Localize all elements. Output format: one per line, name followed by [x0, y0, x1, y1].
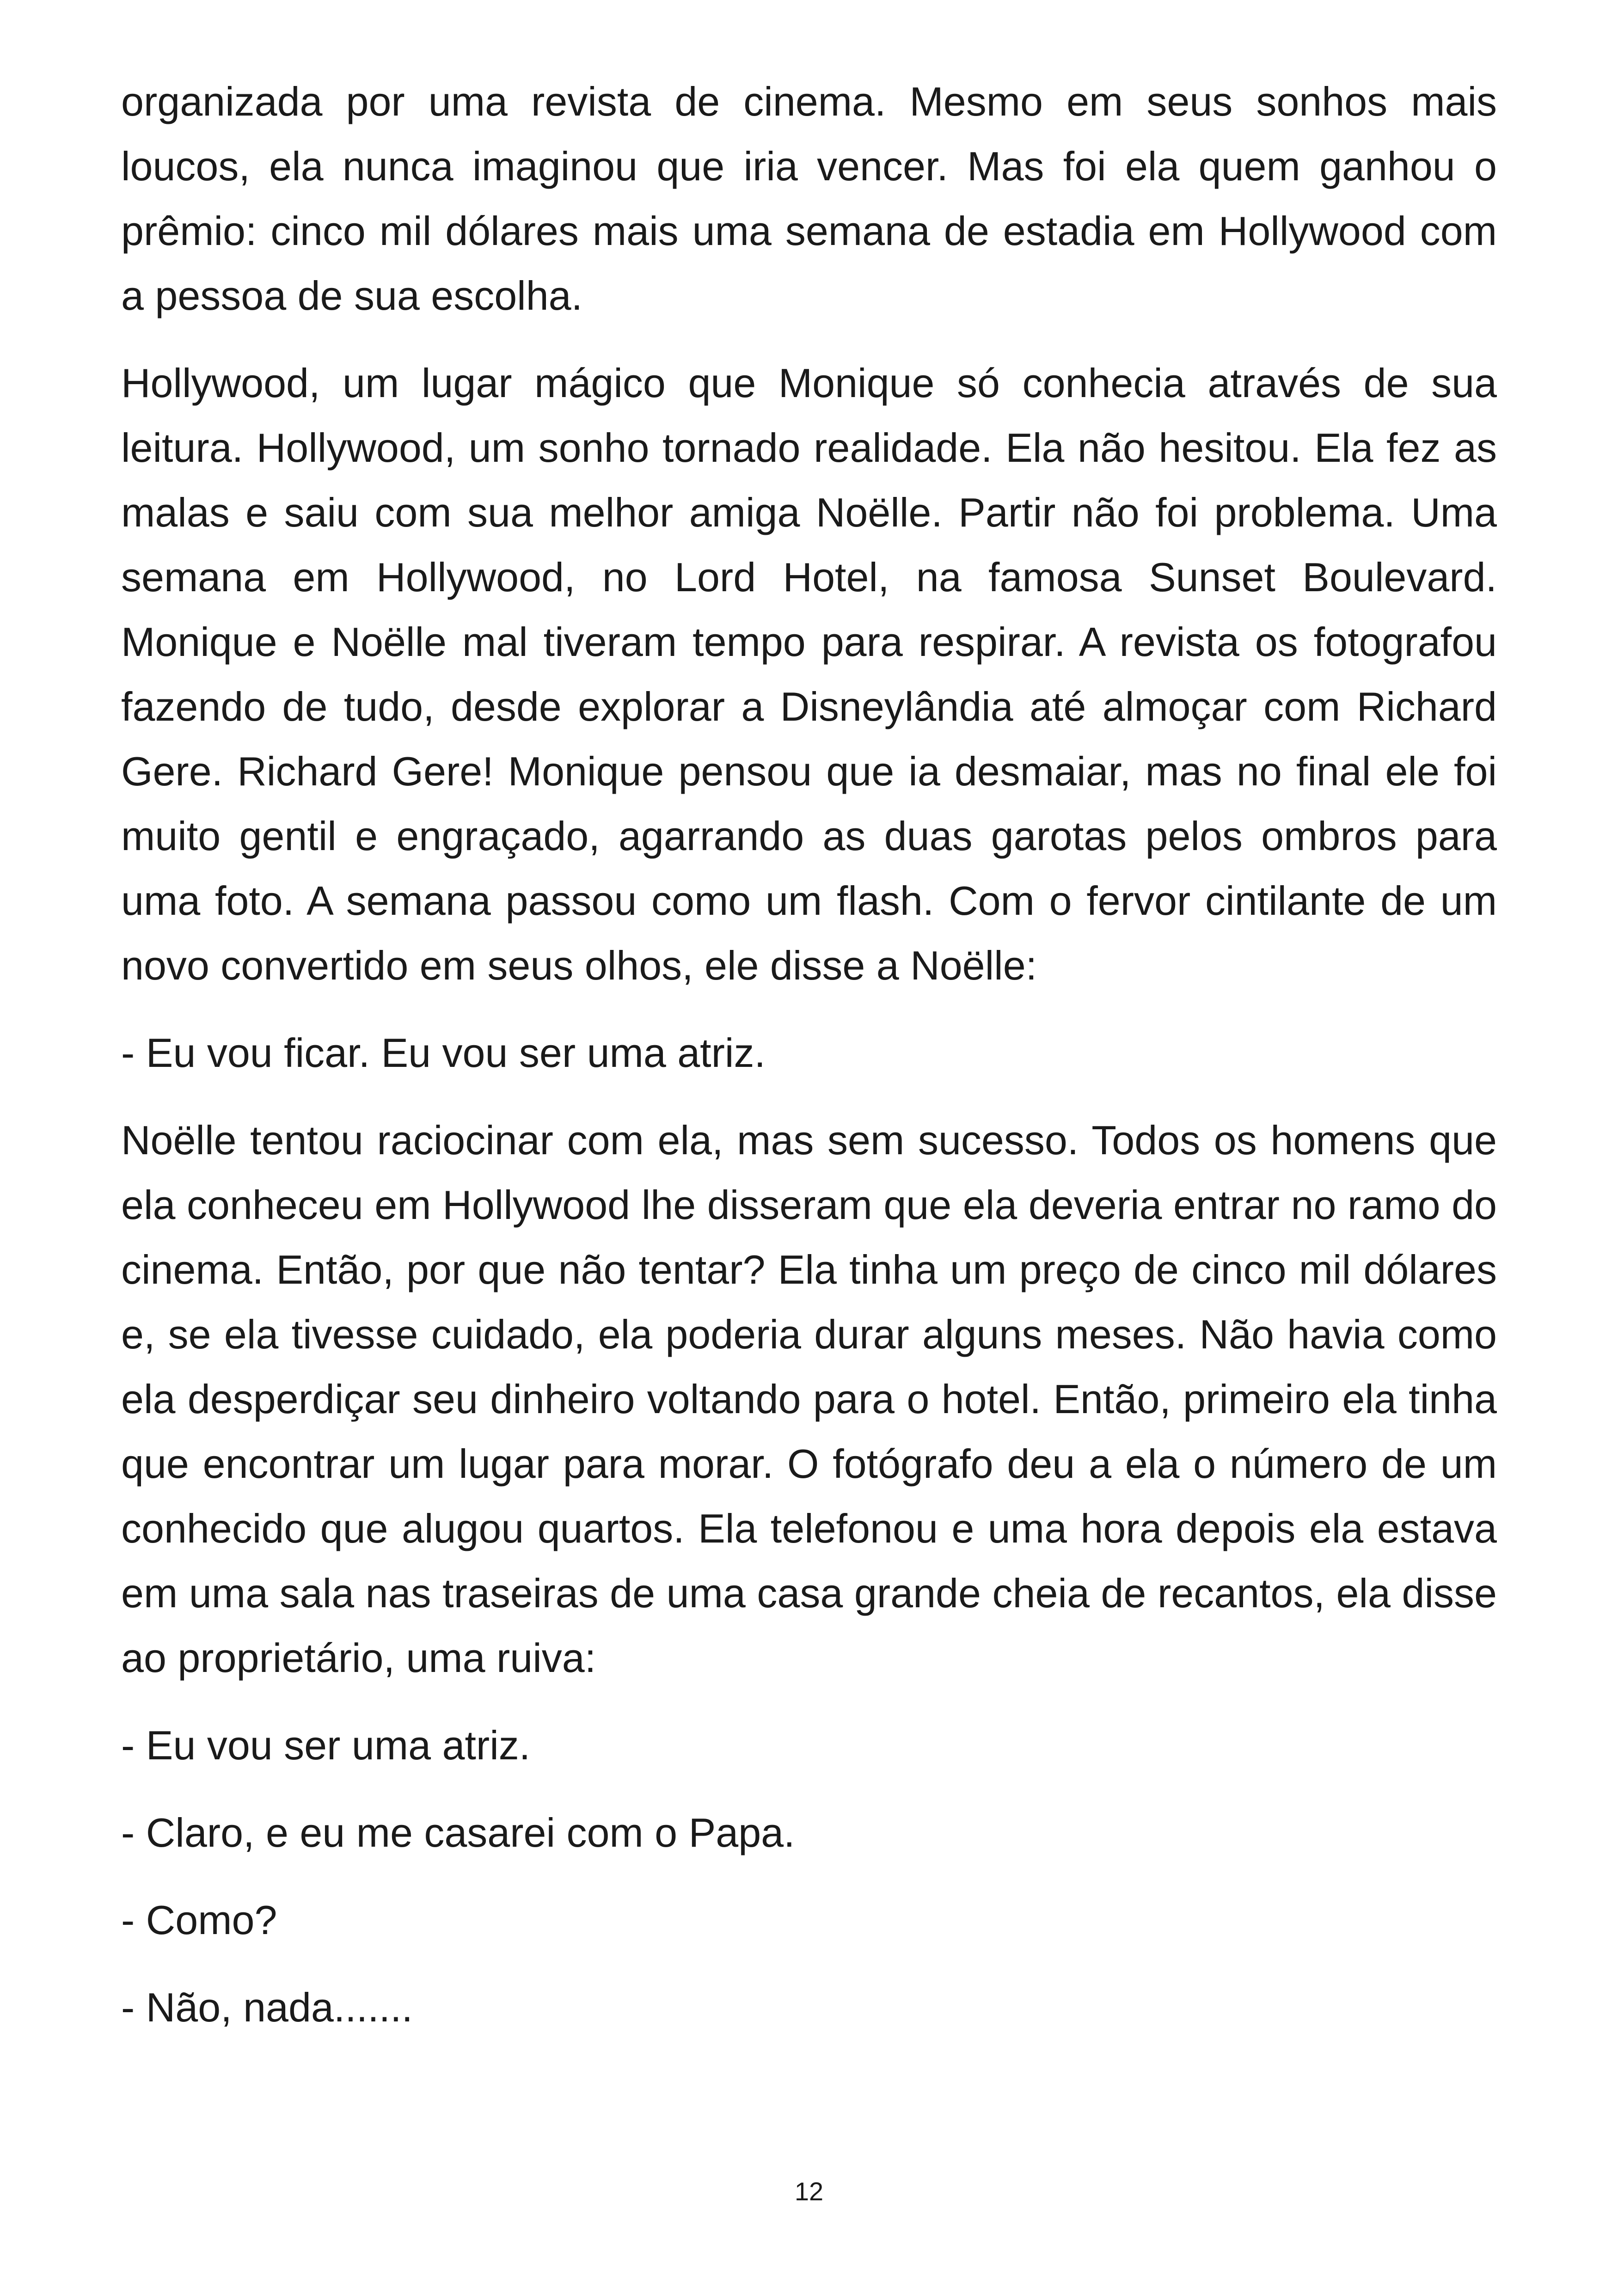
paragraph: organizada por uma revista de cinema. Mesmo em seus sonhos mais loucos, ela nunca imaginou que iria vencer. Mas foi ela quem ganhou o prêmio: cinco mil dólares mais uma semana de estadia em Hollywood com a pessoa de sua escolha.: [121, 79, 1497, 318]
dialogue-line: - Eu vou ser uma atriz.: [121, 1722, 531, 1768]
paragraph: Noëlle tentou raciocinar com ela, mas sem sucesso. Todos os homens que ela conheceu em Hollywood lhe disseram que ela deveria entrar no ramo do cinema. Então, por que não tentar? Ela tinha um preço de cinco mil dólares e, se ela tivesse cuidado, ela poderia durar alguns meses. Não havia como ela desperdiçar seu dinheiro voltando para o hotel. Então, primeiro ela tinha que encontrar um lugar para morar. O fotógrafo deu a ela o número de um conhecido que alugou quartos. Ela telefonou e uma hora depois ela estava em uma sala nas traseiras de uma casa grande cheia de recantos, ela disse ao proprietário, uma ruiva:: [121, 1117, 1497, 1681]
dialogue-line: - Como?: [121, 1897, 277, 1943]
dialogue-line: - Eu vou ficar. Eu vou ser uma atriz.: [121, 1030, 766, 1076]
body-text: [121, 69, 1497, 2063]
page-number: 12: [794, 2177, 824, 2206]
dialogue-line: - Claro, e eu me casarei com o Papa.: [121, 1810, 795, 1855]
dialogue-line: - Não, nada.......: [121, 1984, 413, 2030]
paragraph: Hollywood, um lugar mágico que Monique só conhecia através de sua leitura. Hollywood, um sonho tornado realidade. Ela não hesitou. Ela fez as malas e saiu com sua melhor amiga Noëlle. Partir não foi problema. Uma semana em Hollywood, no Lord Hotel, na famosa Sunset Boulevard. Monique e Noëlle mal tiveram tempo para respirar. A revista os fotografou fazendo de tudo, desde explorar a Disneylândia até almoçar com Richard Gere. Richard Gere! Monique pensou que ia desmaiar, mas no final ele foi muito gentil e engraçado, agarrando as duas garotas pelos ombros para uma foto. A semana passou como um flash. Com o fervor cintilante de um novo convertido em seus olhos, ele disse a Noëlle:: [121, 360, 1497, 988]
